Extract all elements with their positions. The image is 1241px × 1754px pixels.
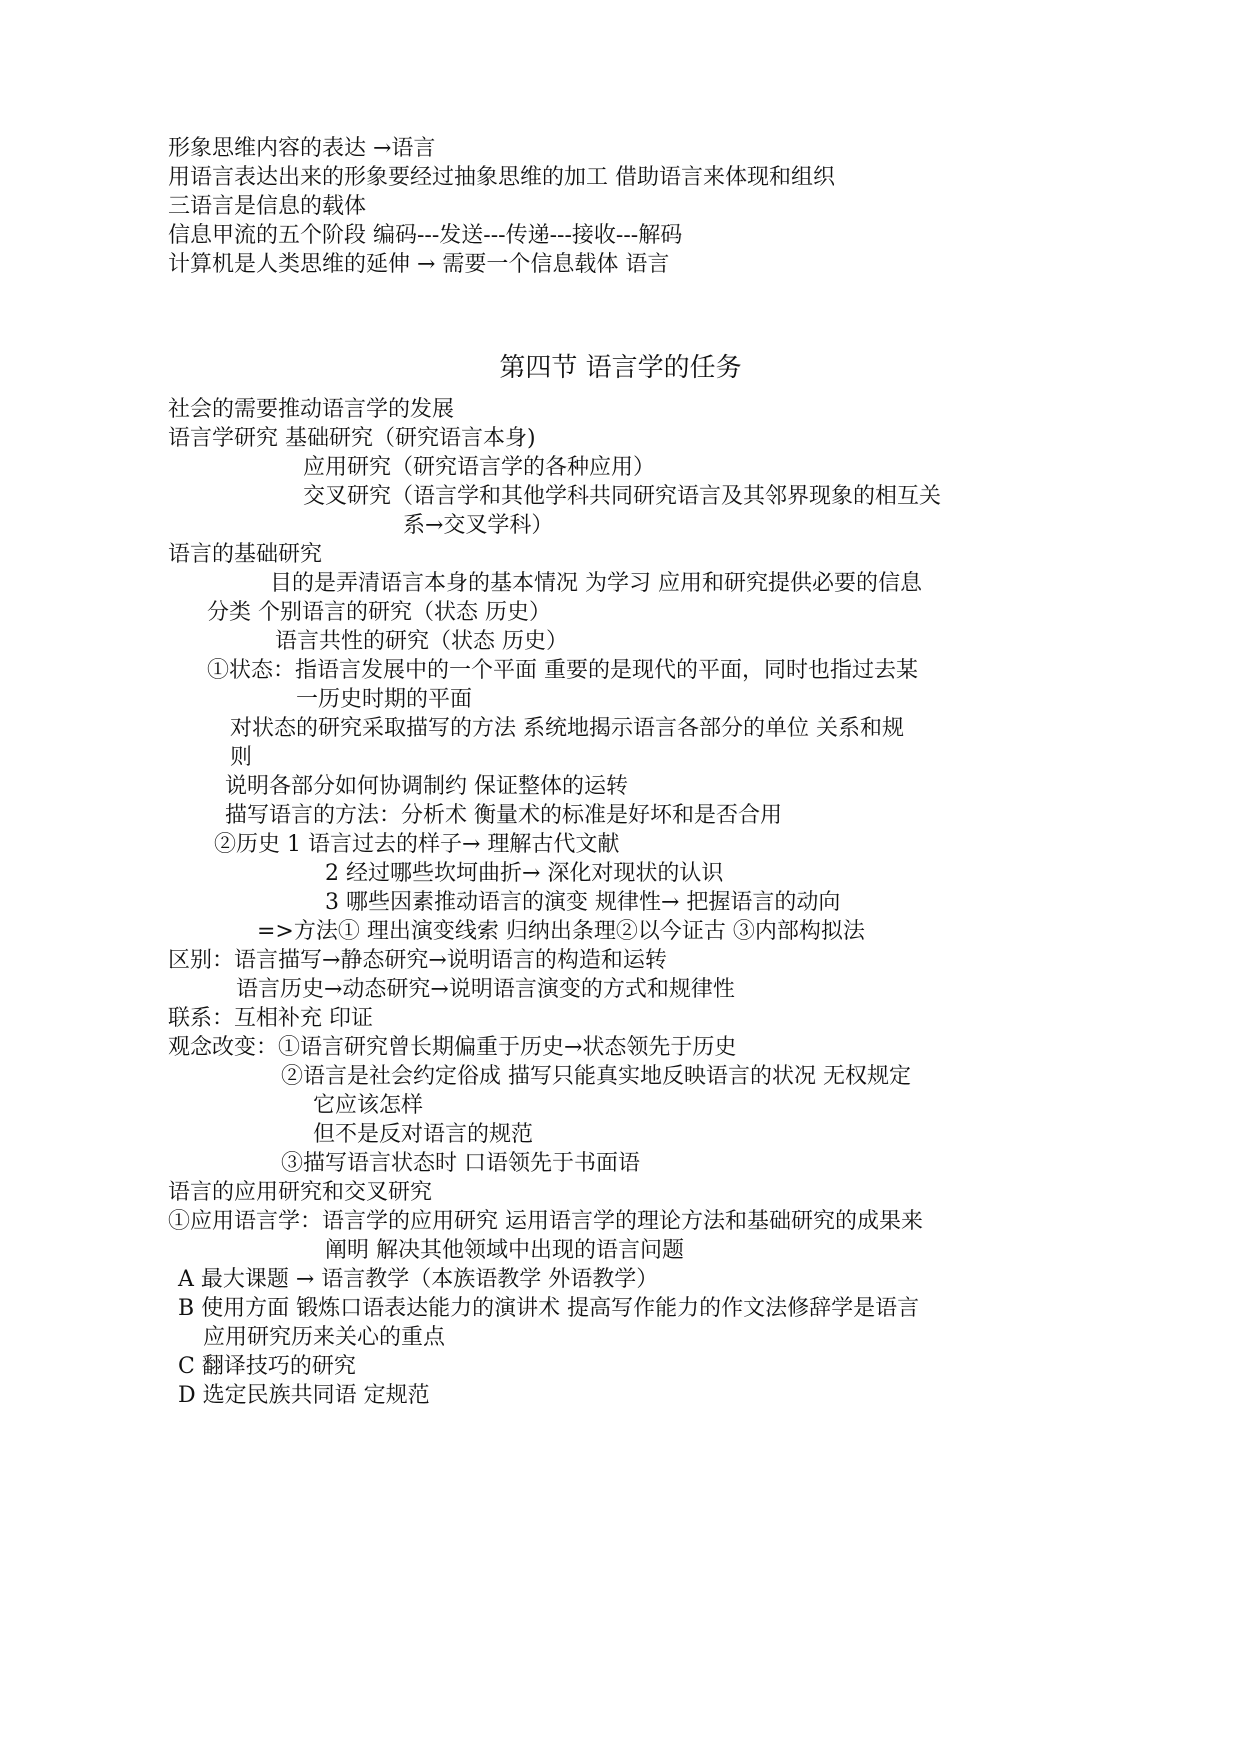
body-line: 则: [230, 745, 253, 770]
body-line: 应用研究（研究语言学的各种应用）: [303, 455, 656, 480]
body-line: 阐明 解决其他领域中出现的语言问题: [325, 1238, 684, 1263]
intro-line: 三语言是信息的载体: [168, 194, 367, 219]
body-line: 语言历史→动态研究→说明语言演变的方式和规律性: [236, 977, 735, 1002]
body-line: 观念改变：①语言研究曾长期偏重于历史→状态领先于历史: [168, 1035, 737, 1060]
body-line: 说明各部分如何协调制约 保证整体的运转: [225, 774, 628, 799]
body-line: =>方法① 理出演变线索 归纳出条理②以今证古 ③内部构拟法: [257, 919, 865, 944]
body-line: ①应用语言学：语言学的应用研究 运用语言学的理论方法和基础研究的成果来: [168, 1209, 923, 1234]
body-line: 3 哪些因素推动语言的演变 规律性→ 把握语言的动向: [325, 890, 841, 915]
body-line: 语言的应用研究和交叉研究: [168, 1180, 433, 1205]
body-line: 2 经过哪些坎坷曲折→ 深化对现状的认识: [325, 861, 724, 886]
body-line: 语言的基础研究: [168, 542, 323, 567]
body-line: 目的是弄清语言本身的基本情况 为学习 应用和研究提供必要的信息: [270, 571, 922, 596]
body-line: 联系：互相补充 印证: [168, 1006, 373, 1031]
intro-line: 信息甲流的五个阶段 编码---发送---传递---接收---解码: [168, 223, 683, 248]
body-line: 对状态的研究采取描写的方法 系统地揭示语言各部分的单位 关系和规: [230, 716, 904, 741]
body-line: 分类 个别语言的研究（状态 历史）: [207, 600, 551, 625]
body-line: A 最大课题 → 语言教学（本族语教学 外语教学）: [178, 1267, 659, 1292]
body-line: 描写语言的方法：分析术 衡量术的标准是好坏和是否合用: [225, 803, 782, 828]
intro-line: 形象思维内容的表达 →语言: [168, 136, 436, 161]
intro-line: 用语言表达出来的形象要经过抽象思维的加工 借助语言来体现和组织: [168, 165, 835, 190]
body-line: 语言共性的研究（状态 历史）: [275, 629, 568, 654]
body-line: C 翻译技巧的研究: [178, 1354, 356, 1379]
body-line: 区别：语言描写→静态研究→说明语言的构造和运转: [168, 948, 667, 973]
body-line: ②历史 1 语言过去的样子→ 理解古代文献: [214, 832, 620, 857]
body-line: ③描写语言状态时 口语领先于书面语: [281, 1151, 640, 1176]
body-line: ①状态：指语言发展中的一个平面 重要的是现代的平面，同时也指过去某: [207, 658, 918, 683]
body-line: 交叉研究（语言学和其他学科共同研究语言及其邻界现象的相互关: [303, 484, 942, 509]
body-line: ②语言是社会约定俗成 描写只能真实地反映语言的状况 无权规定: [281, 1064, 911, 1089]
body-line: B 使用方面 锻炼口语表达能力的演讲术 提高写作能力的作文法修辞学是语言: [178, 1296, 920, 1321]
body-line: 但不是反对语言的规范: [313, 1122, 534, 1147]
body-line: 一历史时期的平面: [296, 687, 473, 712]
body-line: D 选定民族共同语 定规范: [178, 1383, 430, 1408]
section-title: 第四节 语言学的任务: [499, 353, 742, 383]
body-line: 语言学研究 基础研究（研究语言本身): [168, 426, 536, 451]
body-line: 应用研究历来关心的重点: [203, 1325, 446, 1350]
body-line: 它应该怎样: [313, 1093, 424, 1118]
body-line: 系→交叉学科）: [403, 513, 554, 538]
body-line: 社会的需要推动语言学的发展: [168, 397, 455, 422]
intro-line: 计算机是人类思维的延伸 → 需要一个信息载体 语言: [168, 252, 670, 277]
